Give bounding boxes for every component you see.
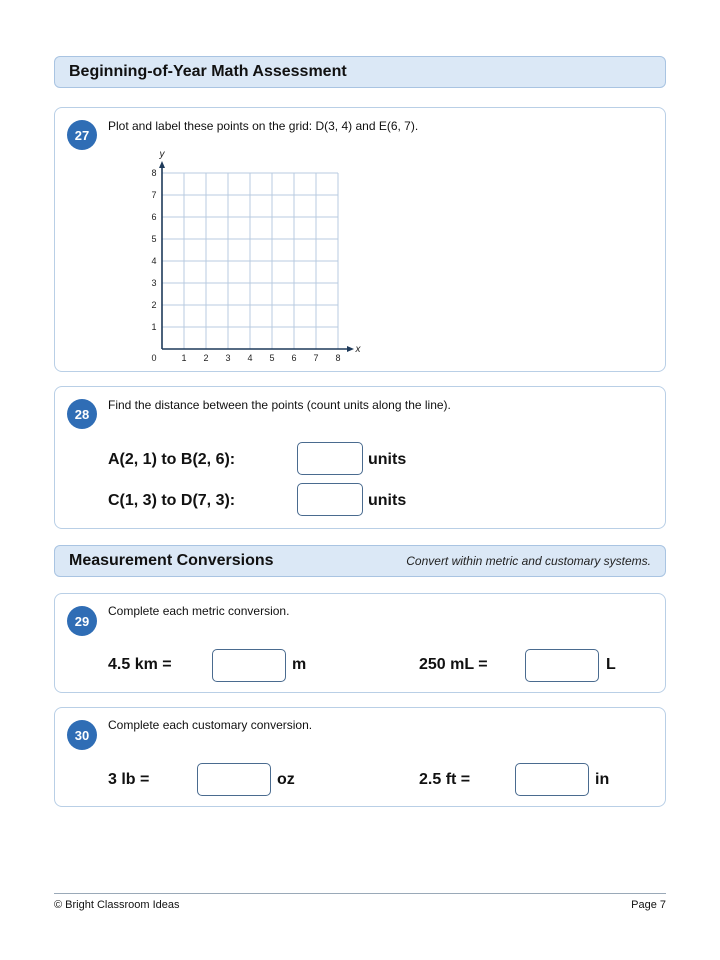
y-tick-label: 5 bbox=[151, 234, 157, 244]
customary-unit-in: in bbox=[595, 771, 610, 788]
x-tick-label: 1 bbox=[181, 353, 187, 363]
distance-unit-ab: units bbox=[368, 451, 407, 468]
question-prompt: Complete each customary conversion. bbox=[108, 718, 313, 732]
question-29-card bbox=[54, 593, 666, 693]
question-number-badge: 30 bbox=[67, 720, 97, 750]
x-tick-label: 6 bbox=[291, 353, 297, 363]
metric-answer-box-ml[interactable] bbox=[525, 649, 599, 682]
y-tick-label: 8 bbox=[151, 168, 157, 178]
customary-label-ft: 2.5 ft = bbox=[419, 771, 471, 788]
section-note: Convert within metric and customary systems. bbox=[406, 554, 651, 568]
footer-divider bbox=[54, 893, 666, 894]
metric-label-km: 4.5 km = bbox=[108, 656, 172, 673]
y-axis-label: y bbox=[159, 149, 165, 160]
distance-answer-box-cd[interactable] bbox=[297, 483, 363, 516]
y-tick-label: 6 bbox=[151, 212, 157, 222]
origin-label: 0 bbox=[151, 353, 157, 363]
section-title: Measurement Conversions bbox=[69, 552, 274, 569]
question-27-card bbox=[54, 107, 666, 372]
question-prompt: Find the distance between the points (count units along the line). bbox=[108, 398, 451, 412]
y-axis-arrow bbox=[159, 161, 165, 168]
x-tick-label: 3 bbox=[225, 353, 231, 363]
y-tick-label: 7 bbox=[151, 190, 157, 200]
question-number-badge: 27 bbox=[67, 120, 97, 150]
distance-answer-box-ab[interactable] bbox=[297, 442, 363, 475]
customary-label-lb: 3 lb = bbox=[108, 771, 150, 788]
distance-unit-cd: units bbox=[368, 492, 407, 509]
y-tick-label: 4 bbox=[151, 256, 157, 266]
section-header-measurement bbox=[54, 545, 666, 577]
customary-unit-oz: oz bbox=[277, 771, 295, 788]
metric-label-ml: 250 mL = bbox=[419, 656, 488, 673]
distance-label-cd: C(1, 3) to D(7, 3): bbox=[108, 492, 236, 509]
customary-answer-box-ft[interactable] bbox=[515, 763, 589, 796]
x-tick-label: 7 bbox=[313, 353, 319, 363]
coordinate-grid[interactable] bbox=[85, 149, 361, 365]
question-number-badge: 28 bbox=[67, 399, 97, 429]
y-tick-label: 3 bbox=[151, 278, 157, 288]
y-tick-label: 2 bbox=[151, 300, 157, 310]
question-28-card bbox=[54, 386, 666, 529]
y-tick-label: 1 bbox=[151, 322, 157, 332]
x-axis-label: x bbox=[355, 344, 361, 355]
x-tick-label: 2 bbox=[203, 353, 209, 363]
x-tick-label: 8 bbox=[335, 353, 341, 363]
section-title: Beginning-of-Year Math Assessment bbox=[69, 63, 347, 80]
question-prompt: Complete each metric conversion. bbox=[108, 604, 290, 618]
x-tick-label: 4 bbox=[247, 353, 253, 363]
question-30-card bbox=[54, 707, 666, 807]
metric-unit-l: L bbox=[606, 656, 616, 673]
section-header-assessment bbox=[54, 56, 666, 88]
question-number-badge: 29 bbox=[67, 606, 97, 636]
distance-label-ab: A(2, 1) to B(2, 6): bbox=[108, 451, 236, 468]
x-tick-label: 5 bbox=[269, 353, 275, 363]
question-prompt: Plot and label these points on the grid: D(3, 4) and E(6, 7). bbox=[108, 119, 419, 133]
footer-page-number: Page 7 bbox=[631, 899, 666, 911]
metric-unit-m: m bbox=[292, 656, 307, 673]
x-axis-arrow bbox=[347, 346, 354, 352]
metric-answer-box-km[interactable] bbox=[212, 649, 286, 682]
customary-answer-box-lb[interactable] bbox=[197, 763, 271, 796]
footer-copyright: © Bright Classroom Ideas bbox=[54, 899, 180, 911]
